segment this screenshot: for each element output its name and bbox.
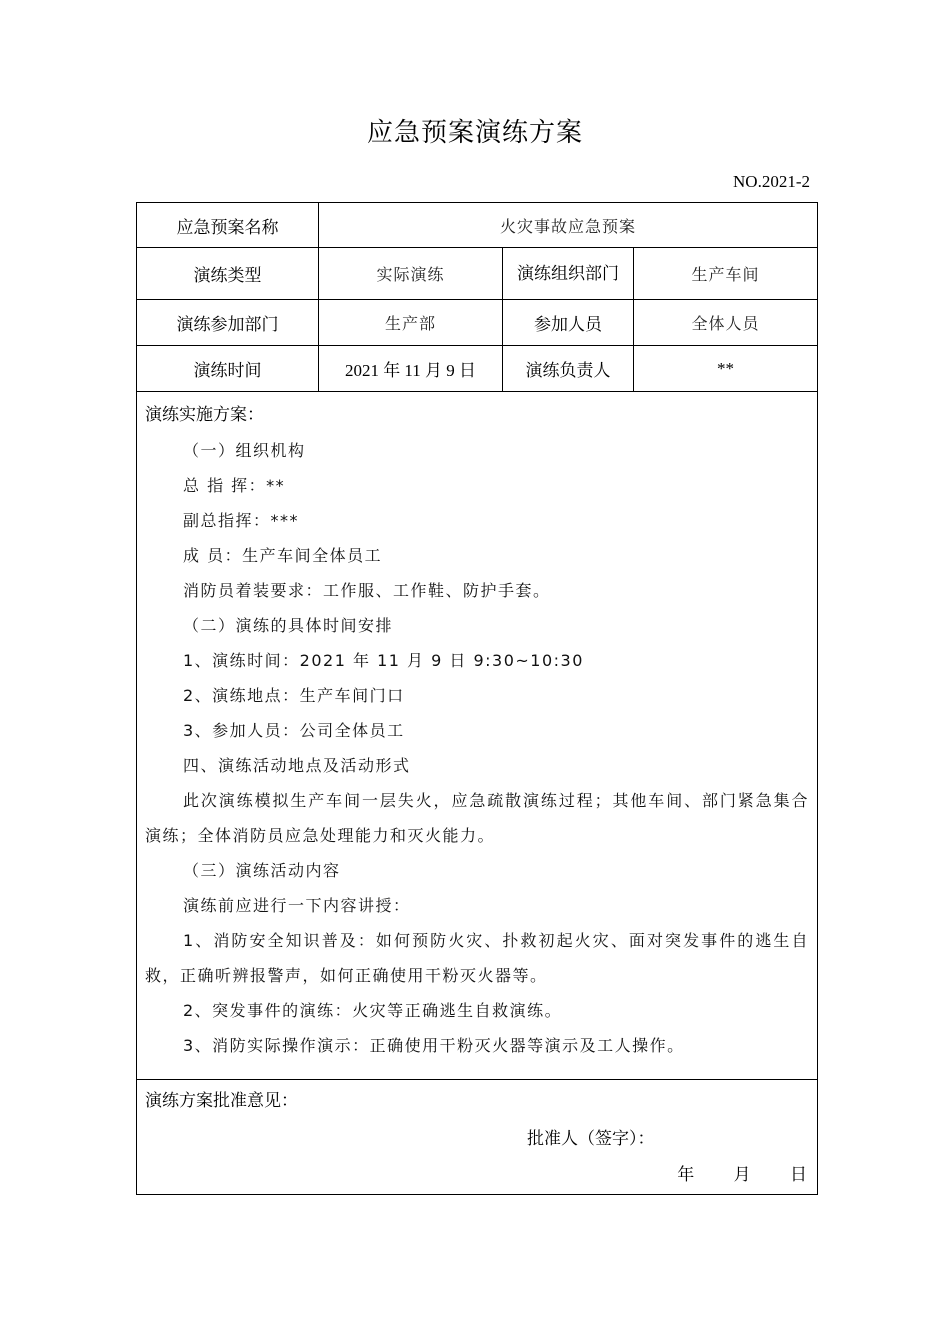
plan-line: （三）演练活动内容 bbox=[183, 861, 341, 880]
plan-line: 消防员着装要求：工作服、工作鞋、防护手套。 bbox=[183, 581, 551, 600]
plan-line: 2、突发事件的演练：火灾等正确逃生自救演练。 bbox=[183, 1001, 563, 1020]
plan-name-value: 火灾事故应急预案 bbox=[319, 203, 818, 248]
participating-dept-label: 演练参加部门 bbox=[137, 300, 319, 346]
drill-leader-label: 演练负责人 bbox=[503, 346, 634, 392]
plan-line: 演练前应进行一下内容讲授： bbox=[183, 896, 411, 915]
drill-leader-value: ** bbox=[634, 346, 818, 392]
date-day: 日 bbox=[790, 1165, 807, 1185]
org-dept-value: 生产车间 bbox=[634, 248, 818, 300]
plan-line: 3、消防实际操作演示：正确使用干粉灭火器等演示及工人操作。 bbox=[183, 1036, 685, 1055]
org-dept-label: 演练组织部门 bbox=[503, 248, 634, 300]
approval-heading: 演练方案批准意见： bbox=[145, 1091, 298, 1111]
drill-time-value: 2021 年 11 月 9 日 bbox=[319, 346, 503, 392]
drill-type-value: 实际演练 bbox=[319, 248, 503, 300]
drill-plan-form bbox=[136, 202, 818, 1195]
row-plan-name bbox=[137, 203, 818, 248]
date-year: 年 bbox=[677, 1165, 695, 1185]
approver-signature-label: 批准人（签字）： bbox=[527, 1129, 655, 1149]
drill-time-label: 演练时间 bbox=[137, 346, 319, 392]
plan-heading: 演练实施方案： bbox=[145, 405, 264, 425]
plan-line: （一）组织机构 bbox=[183, 441, 306, 460]
drill-type-label: 演练类型 bbox=[137, 248, 319, 300]
date-month: 月 bbox=[733, 1165, 751, 1185]
document-title: 应急预案演练方案 bbox=[366, 118, 583, 148]
plan-line: 成 员：生产车间全体员工 bbox=[183, 546, 383, 565]
plan-line: 1、演练时间：2021 年 11 月 9 日 9:30~10:30 bbox=[183, 651, 584, 670]
plan-line: 3、参加人员：公司全体员工 bbox=[183, 721, 405, 740]
plan-name-label: 应急预案名称 bbox=[137, 203, 319, 248]
row-approval bbox=[137, 1080, 818, 1195]
plan-line: （二）演练的具体时间安排 bbox=[183, 616, 394, 635]
row-participating-dept bbox=[137, 300, 818, 346]
plan-line: 副总指挥：*** bbox=[183, 511, 300, 530]
participating-dept-value: 生产部 bbox=[319, 300, 503, 346]
row-implementation-plan bbox=[137, 392, 818, 1080]
participants-label: 参加人员 bbox=[503, 300, 634, 346]
participants-value: 全体人员 bbox=[634, 300, 818, 346]
approval-section bbox=[137, 1080, 817, 1194]
document-number: NO.2021-2 bbox=[733, 172, 810, 191]
row-drill-time bbox=[137, 346, 818, 392]
plan-line: 总 指 挥：** bbox=[183, 476, 286, 495]
plan-line: 2、演练地点：生产车间门口 bbox=[183, 686, 405, 705]
row-drill-type bbox=[137, 248, 818, 300]
approval-date bbox=[643, 1160, 807, 1185]
plan-paragraph: 1、消防安全知识普及：如何预防火灾、扑救初起火灾、面对突发事件的逃生自救，正确听辨报警声，如何正确使用干粉灭火器等。 bbox=[145, 931, 809, 985]
implementation-plan bbox=[137, 392, 817, 1079]
plan-line: 四、演练活动地点及活动形式 bbox=[183, 756, 411, 775]
plan-paragraph: 此次演练模拟生产车间一层失火，应急疏散演练过程；其他车间、部门紧急集合演练；全体消防员应急处理能力和灭火能力。 bbox=[145, 791, 809, 845]
